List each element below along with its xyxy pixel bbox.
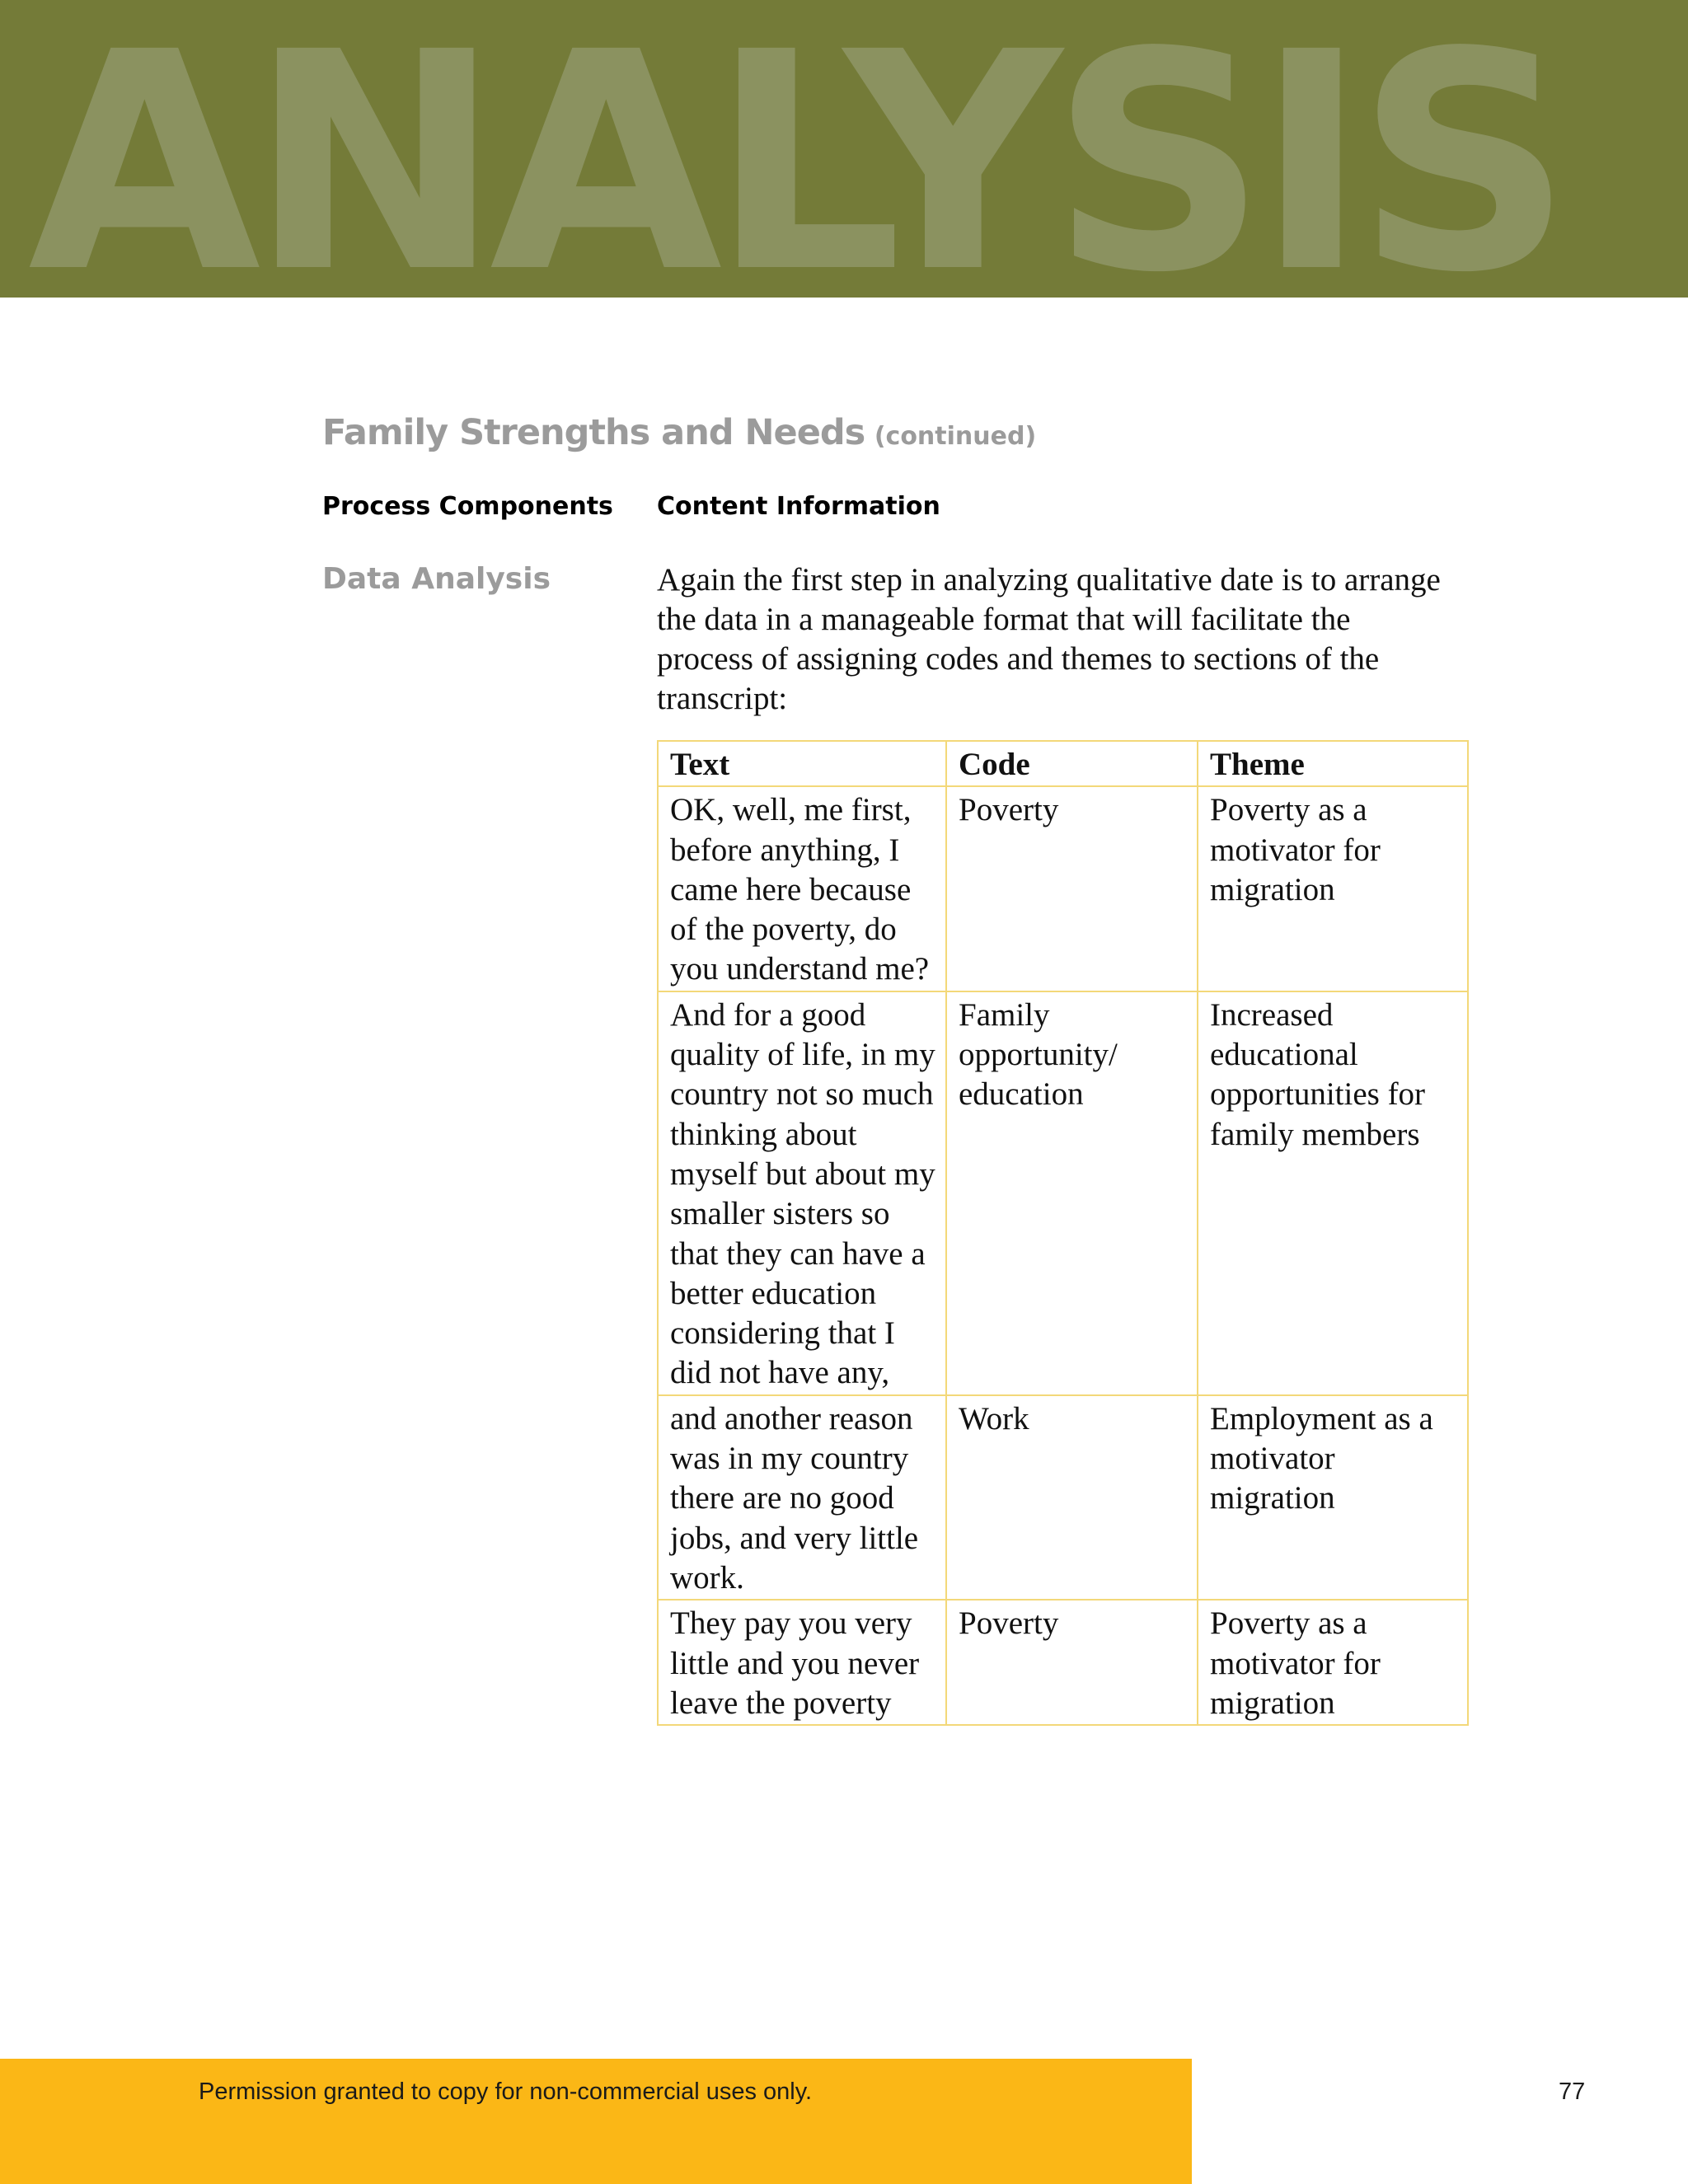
theme-cell: Employment as a motivator migration bbox=[1198, 1395, 1468, 1600]
table-header-text: Text bbox=[658, 741, 946, 786]
text-cell: And for a good quality of life, in my country not so much thinking about myself but about my smaller sisters so that they can have a better education considering that I did not have any, bbox=[658, 991, 946, 1395]
section-title-text: Family Strengths and Needs bbox=[322, 412, 865, 453]
intro-paragraph: Again the first step in analyzing qualitative date is to arrange the data in a manageable format that will facilitate the process of assigning codes and themes to sections of the transcript: bbox=[657, 562, 1441, 716]
code-cell: Poverty bbox=[946, 786, 1198, 991]
text-cell: and another reason was in my country there are no good jobs, and very little work. bbox=[658, 1395, 946, 1600]
table-row bbox=[658, 1395, 1468, 1600]
footer-bar bbox=[0, 2059, 1192, 2184]
theme-cell: Poverty as a motivator for migration bbox=[1198, 1600, 1468, 1725]
table-header-theme: Theme bbox=[1198, 741, 1468, 786]
text-cell: OK, well, me first, before anything, I came here because of the poverty, do you understand me? bbox=[658, 786, 946, 991]
table-header-code: Code bbox=[946, 741, 1198, 786]
theme-cell: Poverty as a motivator for migration bbox=[1198, 786, 1468, 991]
header-banner bbox=[0, 0, 1688, 298]
table-row bbox=[658, 786, 1468, 991]
table-header-row bbox=[658, 741, 1468, 786]
table-row bbox=[658, 991, 1468, 1395]
banner-title: ANALYSIS bbox=[28, 0, 1562, 298]
section-title-suffix: (continued) bbox=[874, 422, 1037, 451]
code-cell: Work bbox=[946, 1395, 1198, 1600]
copyright-note: Permission granted to copy for non-commercial uses only. bbox=[199, 2079, 813, 2105]
column-header-process: Process Components bbox=[322, 492, 613, 521]
page-number: 77 bbox=[1559, 2079, 1586, 2105]
code-cell: Family opportunity/ education bbox=[946, 991, 1198, 1395]
code-cell: Poverty bbox=[946, 1600, 1198, 1725]
theme-cell: Increased educational opportunities for family members bbox=[1198, 991, 1468, 1395]
table-row bbox=[658, 1600, 1468, 1725]
section-title bbox=[322, 412, 1036, 453]
coding-table bbox=[657, 740, 1469, 1726]
column-header-content: Content Information bbox=[657, 492, 940, 521]
text-cell: They pay you very little and you never leave the poverty bbox=[658, 1600, 946, 1725]
process-label: Data Analysis bbox=[322, 562, 551, 596]
